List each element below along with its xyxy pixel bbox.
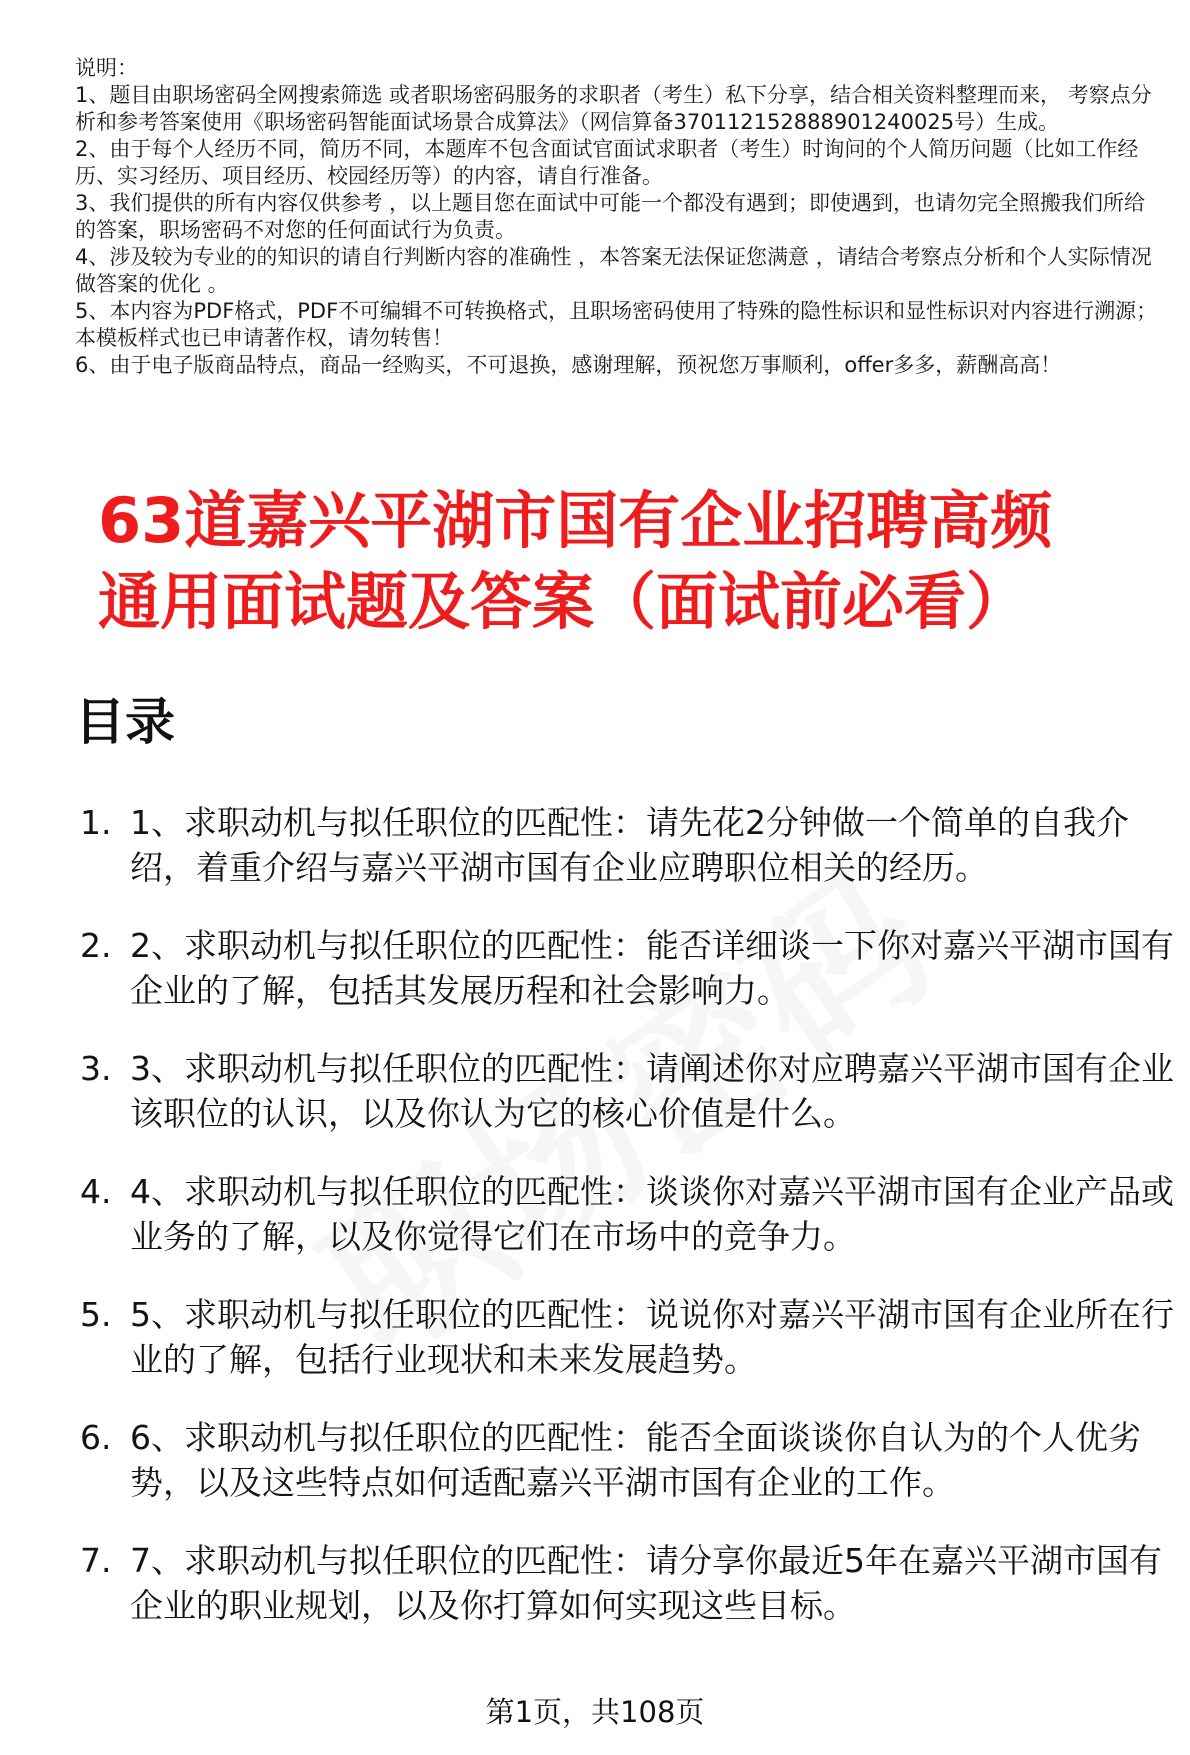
note-item: 6、由于电子版商品特点，商品一经购买，不可退换，感谢理解，预祝您万事顺利，offer多多，薪酬高高！ xyxy=(75,353,1062,377)
title-line-2: 通用面试题及答案（面试前必看） xyxy=(98,565,1029,638)
toc-item-text: 5、求职动机与拟任职位的匹配性：说说你对嘉兴平湖市国有企业所在行业的了解，包括行业现状和未来发展趋势。 xyxy=(130,1295,1174,1379)
toc-item-text: 4、求职动机与拟任职位的匹配性：谈谈你对嘉兴平湖市国有企业产品或业务的了解，以及你觉得它们在市场中的竞争力。 xyxy=(130,1172,1174,1256)
toc-item-number: 7. xyxy=(80,1541,112,1580)
toc-heading: 目录 xyxy=(75,693,175,751)
notes-heading: 说明： xyxy=(75,56,138,80)
toc-item[interactable] xyxy=(75,1538,1175,1628)
toc-item-text: 7、求职动机与拟任职位的匹配性：请分享你最近5年在嘉兴平湖市国有企业的职业规划，以及你打算如何实现这些目标。 xyxy=(130,1541,1162,1625)
toc-item[interactable] xyxy=(75,923,1175,1013)
note-item: 5、本内容为PDF格式，PDF不可编辑不可转换格式，且职场密码使用了特殊的隐性标识和显性标识对内容进行溯源；本模板样式也已申请著作权，请勿转售！ xyxy=(75,299,1158,350)
document-title xyxy=(98,480,1168,642)
toc-item[interactable] xyxy=(75,1046,1175,1136)
note-item: 3、我们提供的所有内容仅供参考 ，以上题目您在面试中可能一个都没有遇到；即使遇到，也请勿完全照搬我们所给的答案，职场密码不对您的任何面试行为负责。 xyxy=(75,191,1146,242)
note-item: 4、涉及较为专业的的知识的请自行判断内容的准确性 ，本答案无法保证您满意 ，请结合考察点分析和个人实际情况做答案的优化 。 xyxy=(75,245,1152,296)
toc-item-number: 2. xyxy=(80,926,112,965)
toc-item[interactable] xyxy=(75,1169,1175,1259)
toc-item[interactable] xyxy=(75,1292,1175,1382)
toc-item-text: 2、求职动机与拟任职位的匹配性：能否详细谈一下你对嘉兴平湖市国有企业的了解，包括其发展历程和社会影响力。 xyxy=(130,926,1174,1010)
toc-list xyxy=(75,800,1175,1661)
page-number: 第1页，共108页 xyxy=(485,1695,705,1729)
toc-item-text: 1、求职动机与拟任职位的匹配性：请先花2分钟做一个简单的自我介绍，着重介绍与嘉兴平湖市国有企业应聘职位相关的经历。 xyxy=(130,803,1129,887)
toc-item-number: 6. xyxy=(80,1418,112,1457)
note-item: 2、由于每个人经历不同，简历不同，本题库不包含面试官面试求职者（考生）时询问的个人简历问题（比如工作经历、实习经历、项目经历、校园经历等）的内容，请自行准备。 xyxy=(75,137,1139,188)
disclaimer-notes xyxy=(75,55,1165,379)
toc-item[interactable] xyxy=(75,800,1175,890)
toc-item-number: 1. xyxy=(80,803,112,842)
note-item: 1、题目由职场密码全网搜索筛选 或者职场密码服务的求职者（考生）私下分享，结合相关资料整理而来， 考察点分析和参考答案使用《职场密码智能面试场景合成算法》（网信算备370112152888901240025号）生成。 xyxy=(75,83,1152,134)
toc-item-text: 3、求职动机与拟任职位的匹配性：请阐述你对应聘嘉兴平湖市国有企业该职位的认识，以及你认为它的核心价值是什么。 xyxy=(130,1049,1174,1133)
toc-item[interactable] xyxy=(75,1415,1175,1505)
toc-item-number: 5. xyxy=(80,1295,112,1334)
toc-item-number: 4. xyxy=(80,1172,112,1211)
title-line-1: 63道嘉兴平湖市国有企业招聘高频 xyxy=(98,484,1053,557)
toc-item-text: 6、求职动机与拟任职位的匹配性：能否全面谈谈你自认为的个人优劣势，以及这些特点如何适配嘉兴平湖市国有企业的工作。 xyxy=(130,1418,1141,1502)
toc-item-number: 3. xyxy=(80,1049,112,1088)
